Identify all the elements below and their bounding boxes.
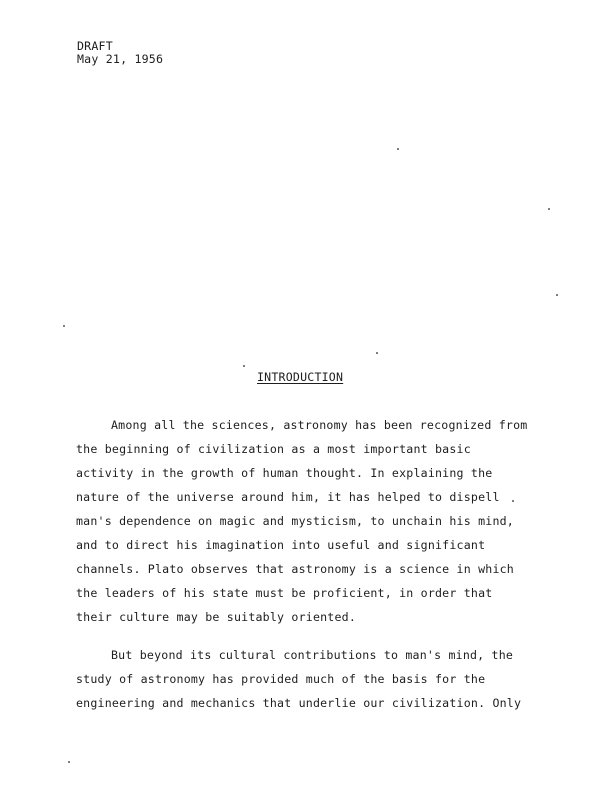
text-line: channels. Plato observes that astronomy is a science in which bbox=[76, 562, 514, 576]
text-line: activity in the growth of human thought. In explaining the bbox=[76, 466, 493, 480]
scan-speck bbox=[68, 761, 70, 763]
section-title: INTRODUCTION bbox=[257, 370, 344, 384]
draft-date: May 21, 1956 bbox=[77, 51, 164, 66]
text-line: engineering and mechanics that underlie our civilization. Only bbox=[76, 696, 522, 710]
text-line: study of astronomy has provided much of the basis for the bbox=[76, 672, 486, 686]
scan-speck bbox=[556, 294, 558, 296]
scan-speck bbox=[397, 148, 399, 150]
draft-header bbox=[77, 40, 163, 65]
text-line: Among all the sciences, astronomy has been recognized from bbox=[111, 418, 528, 432]
scan-speck bbox=[512, 500, 514, 502]
text-line: the leaders of his state must be proficient, in order that bbox=[76, 586, 493, 600]
scan-speck bbox=[243, 365, 245, 367]
text-line: But beyond its cultural contributions to man's mind, the bbox=[111, 648, 514, 662]
text-line: nature of the universe around him, it has helped to dispell bbox=[76, 490, 500, 504]
text-line: man's dependence on magic and mysticism, to unchain his mind, bbox=[76, 514, 514, 528]
scan-speck bbox=[548, 208, 550, 210]
scan-speck bbox=[376, 352, 378, 354]
text-line: their culture may be suitably oriented. bbox=[76, 610, 357, 624]
draft-label: DRAFT bbox=[77, 39, 113, 53]
text-line: and to direct his imagination into useful and significant bbox=[76, 538, 486, 552]
scan-speck bbox=[63, 325, 65, 327]
text-line: the beginning of civilization as a most important basic bbox=[76, 442, 471, 456]
